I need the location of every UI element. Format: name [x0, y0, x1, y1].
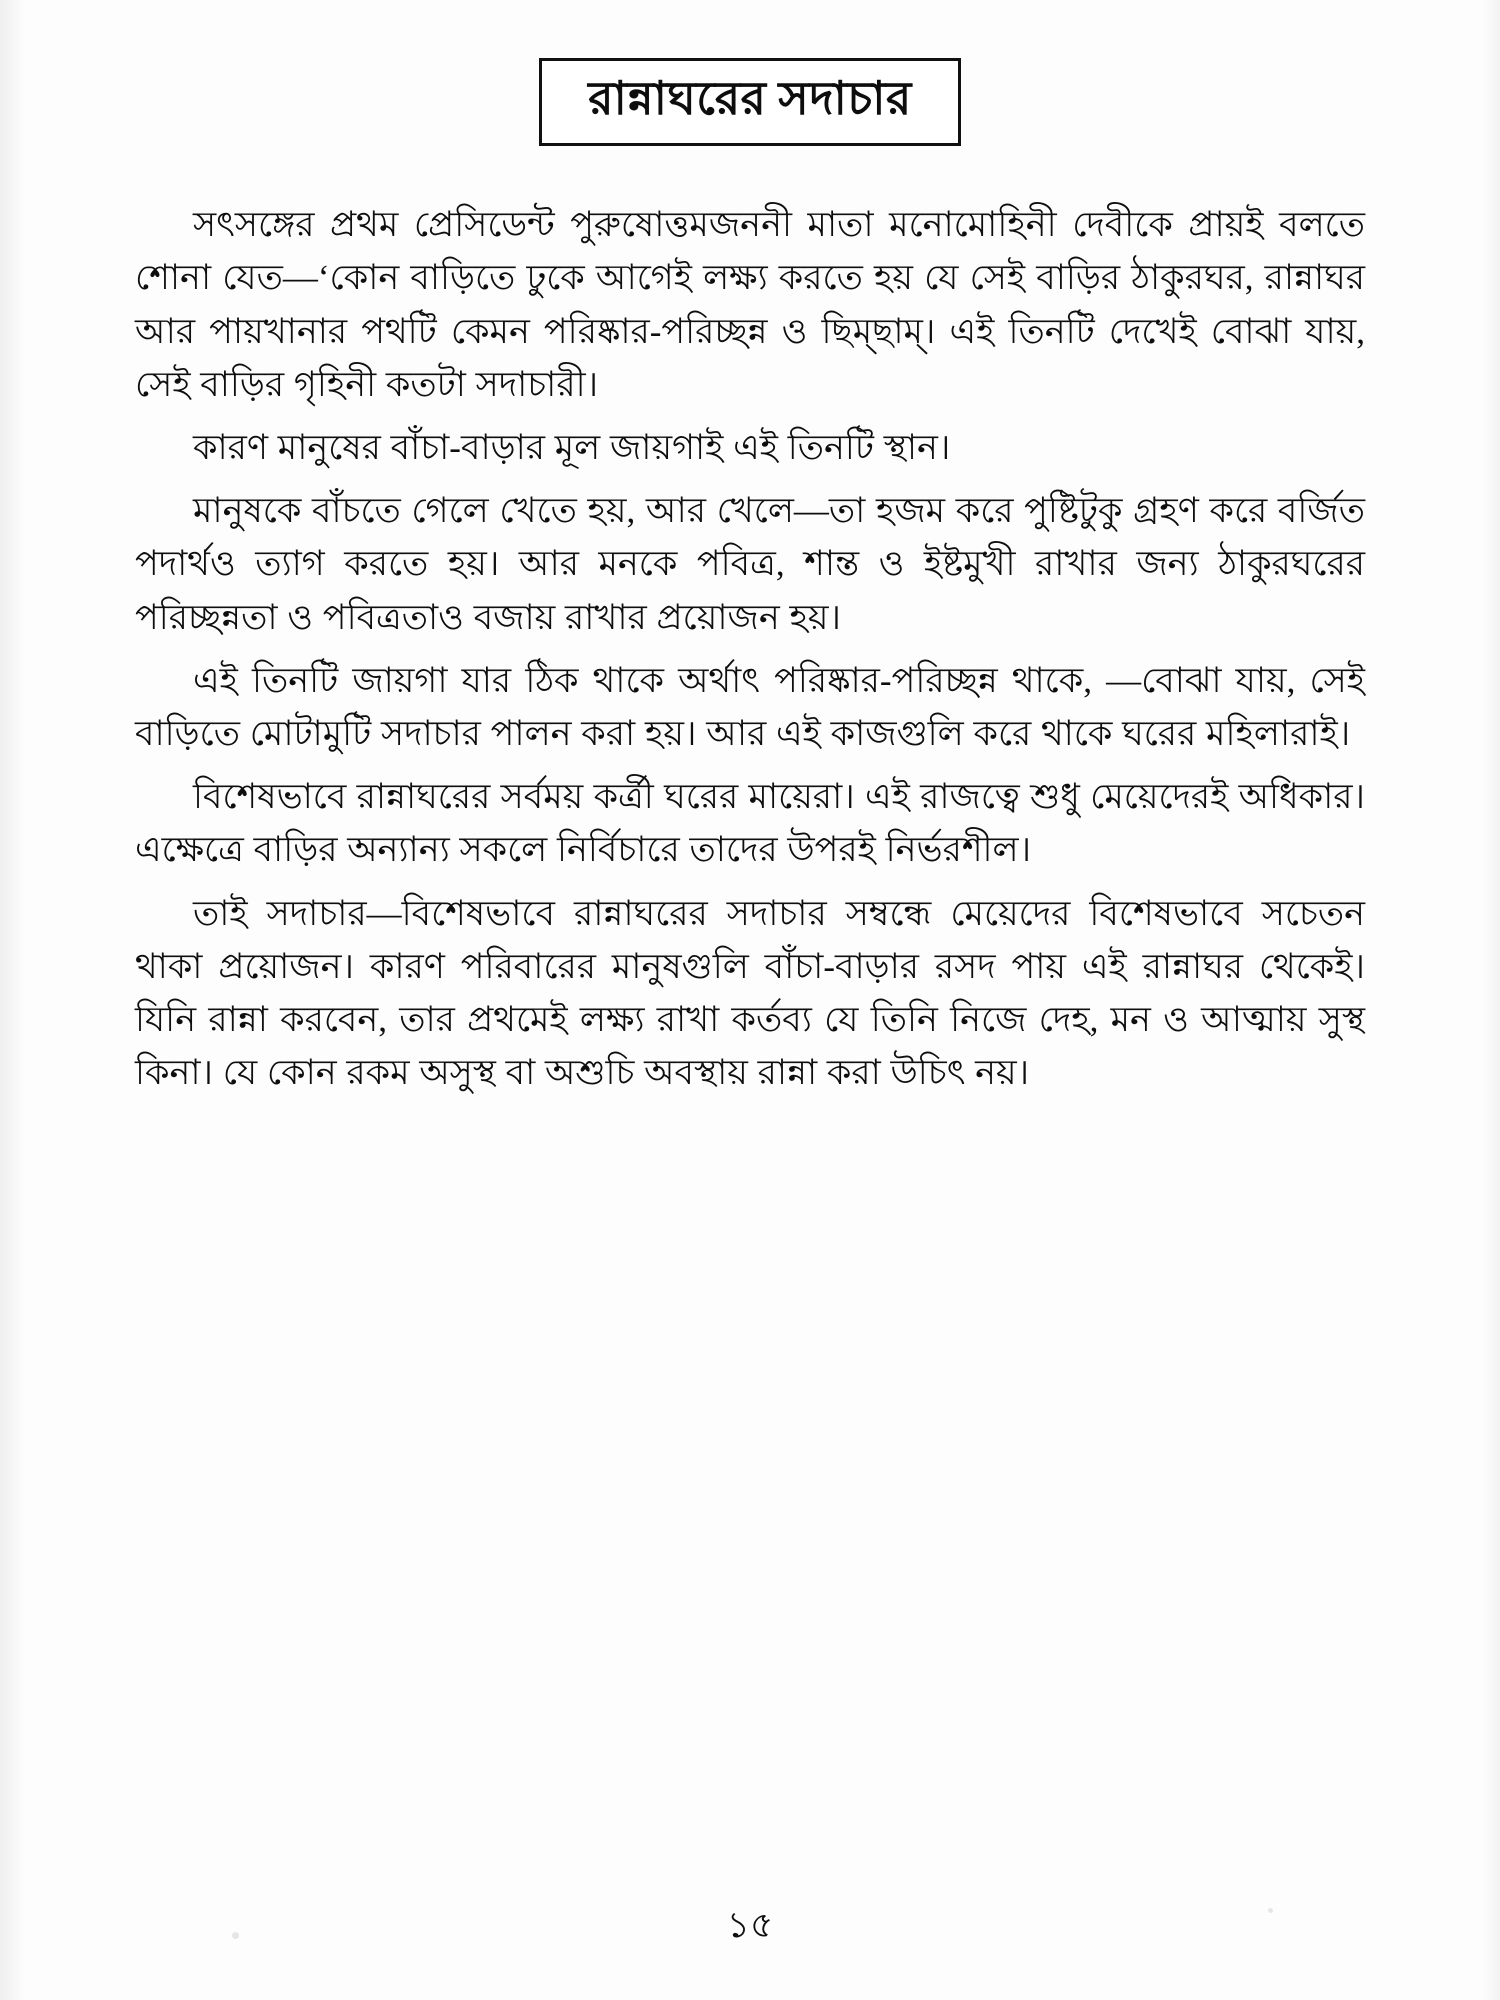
page-number: ১৫ — [726, 1905, 774, 1945]
paragraph: কারণ মানুষের বাঁচা-বাড়ার মূল জায়গাই এই তিনটি স্থান। — [193, 428, 951, 468]
body-text-column — [65, 198, 1435, 1099]
paragraph: তাই সদাচার—বিশেষভাবে রান্নাঘরের সদাচার সম্বন্ধে মেয়েদের বিশেষভাবে সচেতন থাকা প্রয়োজন। কারণ পরিবারের মানুষগুলি বাঁচা-বাড়ার রসদ পায় এই রান্নাঘর থেকেই। যিনি রান্না করবেন, তার প্রথমেই লক্ষ্য রাখা কর্তব্য যে তিনি নিজে দেহ, মন ও আত্মায় সুস্থ কিনা। যে কোন রকম অসুস্থ বা অশুচি অবস্থায় রান্না করা উচিৎ নয়। — [135, 893, 1365, 1093]
paragraph: বিশেষভাবে রান্নাঘরের সর্বময় কর্ত্রী ঘরের মায়েরা। এই রাজত্বে শুধু মেয়েদেরই অধিকার। এক্ষেত্রে বাড়ির অন্যান্য সকলে নির্বিচারে তাদের উপরই নির্ভরশীল। — [135, 777, 1365, 870]
paragraph: সৎসঙ্গের প্রথম প্রেসিডেন্ট পুরুষোত্তমজননী মাতা মনোমোহিনী দেবীকে প্রায়ই বলতে শোনা যেত—‘কোন বাড়িতে ঢুকে আগেই লক্ষ্য করতে হয় যে সেই বাড়ির ঠাকুরঘর, রান্নাঘর আর পায়খানার পথটি কেমন পরিষ্কার-পরিচ্ছন্ন ও ছিম্‌ছাম্‌। এই তিনটি দেখেই বোঝা যায়, সেই বাড়ির গৃহিনী কতটা সদাচারী। — [135, 205, 1365, 404]
paragraph: মানুষকে বাঁচতে গেলে খেতে হয়, আর খেলে—তা হজম করে পুষ্টিটুকু গ্রহণ করে বর্জিত পদার্থও ত্যাগ করতে হয়। আর মনকে পবিত্র, শান্ত ও ইষ্টমুখী রাখার জন্য ঠাকুরঘরের পরিচ্ছন্নতা ও পবিত্রতাও বজায় রাখার প্রয়োজন হয়। — [135, 491, 1365, 637]
title-border-box — [539, 58, 961, 146]
title-block — [0, 58, 1500, 146]
paragraph: এই তিনটি জায়গা যার ঠিক থাকে অর্থাৎ পরিষ্কার-পরিচ্ছন্ন থাকে, —বোঝা যায়, সেই বাড়িতে মোটামুটি সদাচার পালন করা হয়। আর এই কাজগুলি করে থাকে ঘরের মহিলারাই। — [135, 660, 1365, 753]
page-title: রান্নাঘরের সদাচার — [588, 73, 912, 124]
page-edge-shadow — [1482, 0, 1500, 2000]
spine-shadow — [0, 0, 26, 2000]
